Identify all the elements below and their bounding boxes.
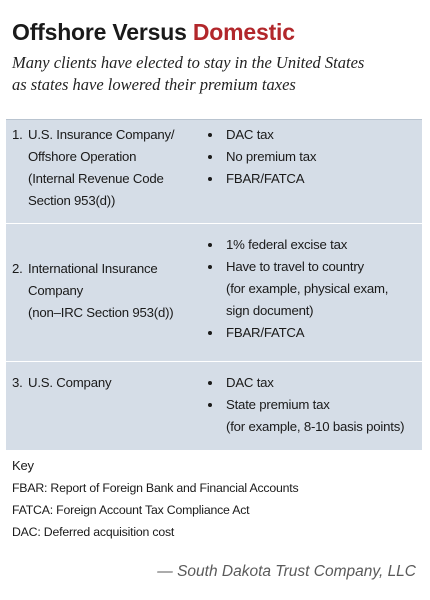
row-bullets — [208, 234, 418, 344]
row-label-line: Company — [28, 283, 84, 298]
bullet-icon — [208, 265, 212, 269]
row-number: 1. — [12, 127, 23, 142]
row-label-line: (Internal Revenue Code — [28, 171, 164, 186]
title-part-2-accent: Domestic — [192, 19, 295, 45]
bullet-icon — [208, 177, 212, 181]
bullet-icon — [208, 133, 212, 137]
row-label — [12, 124, 202, 212]
row-number: 3. — [12, 375, 23, 390]
table-row — [6, 362, 422, 451]
bullet-item: FBAR/FATCA — [208, 322, 418, 344]
bullet-item: DAC tax — [208, 124, 418, 146]
row-number: 2. — [12, 261, 23, 276]
row-label-line: (non–IRC Section 953(d)) — [28, 305, 174, 320]
key-section — [12, 455, 422, 543]
row-bullets — [208, 372, 418, 438]
row-bullets — [208, 124, 418, 190]
bullet-icon — [208, 381, 212, 385]
bullet-item: Have to travel to country (for example, physical exam, sign document) — [208, 256, 418, 322]
key-heading: Key — [12, 458, 34, 473]
key-item: FATCA: Foreign Account Tax Compliance Act — [12, 503, 250, 517]
comparison-table — [6, 119, 422, 451]
row-label-line: International Insurance — [28, 261, 158, 276]
title-part-1: Offshore Versus — [12, 19, 187, 45]
bullet-item: DAC tax — [208, 372, 418, 394]
row-label — [12, 372, 202, 394]
page-title — [12, 19, 295, 45]
bullet-item: State premium tax (for example, 8-10 basis points) — [208, 394, 418, 438]
bullet-item: 1% federal excise tax — [208, 234, 418, 256]
key-item: DAC: Deferred acquisition cost — [12, 525, 175, 539]
subtitle-line-1: Many clients have elected to stay in the United States — [12, 53, 365, 72]
table-row — [6, 120, 422, 224]
row-label-line: U.S. Company — [28, 375, 112, 390]
bullet-item: FBAR/FATCA — [208, 168, 418, 190]
subtitle-line-2: as states have lowered their premium taxes — [12, 75, 296, 94]
bullet-icon — [208, 155, 212, 159]
bullet-icon — [208, 403, 212, 407]
row-label-line: U.S. Insurance Company/ — [28, 127, 175, 142]
row-label-line: Section 953(d)) — [28, 193, 116, 208]
bullet-item: No premium tax — [208, 146, 418, 168]
row-label-line: Offshore Operation — [28, 149, 137, 164]
key-item: FBAR: Report of Foreign Bank and Financial Accounts — [12, 481, 299, 495]
subtitle — [12, 52, 422, 96]
bullet-icon — [208, 243, 212, 247]
source-credit: — South Dakota Trust Company, LLC — [157, 563, 416, 580]
bullet-icon — [208, 331, 212, 335]
row-label — [12, 258, 202, 324]
table-row — [6, 224, 422, 362]
